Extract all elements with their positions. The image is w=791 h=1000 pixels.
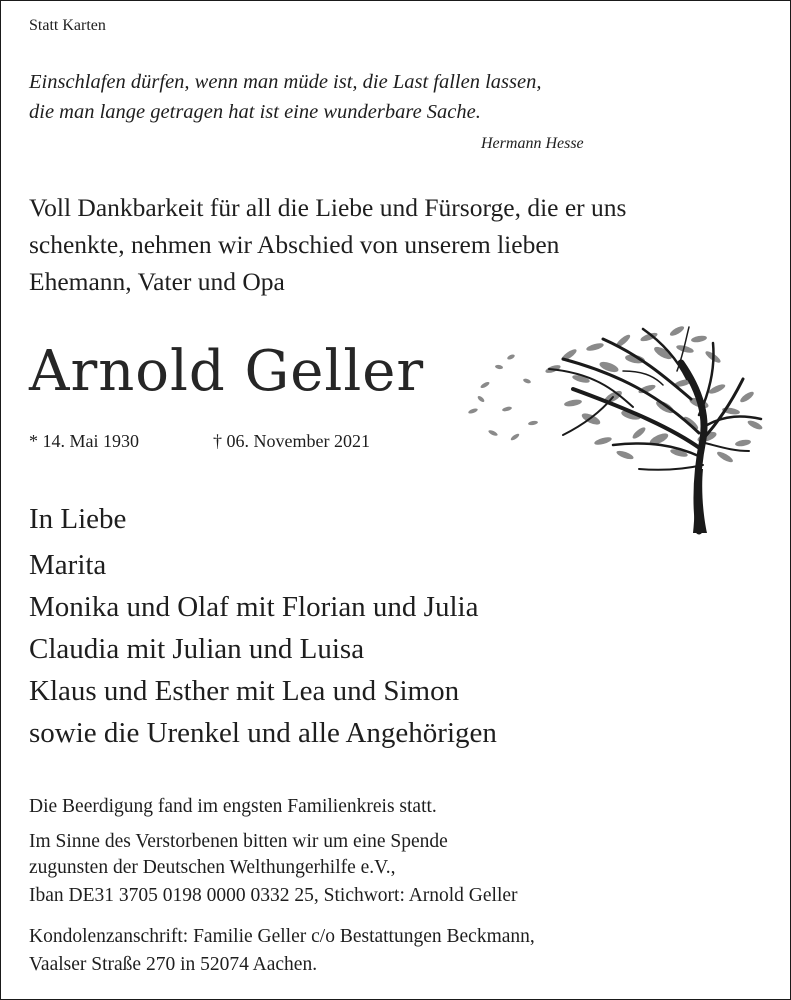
funeral-notice: Die Beerdigung fand im engsten Familienkreis statt.	[29, 796, 437, 817]
mourner-line: sowie die Urenkel und alle Angehörigen	[29, 717, 497, 749]
windswept-tree-icon	[463, 319, 773, 539]
quote-line-1: Einschlafen dürfen, wenn man müde ist, die Last fallen lassen,	[29, 71, 542, 93]
quote-line-2: die man lange getragen hat ist eine wunderbare Sache.	[29, 101, 481, 123]
death-date: † 06. November 2021	[213, 431, 370, 451]
condolence-address-line-2: Vaalser Straße 270 in 52074 Aachen.	[29, 954, 318, 975]
mourners-heading: In Liebe	[29, 503, 127, 535]
intro-line-3: Ehemann, Vater und Opa	[29, 267, 285, 296]
mourner-line: Monika und Olaf mit Florian und Julia	[29, 591, 479, 623]
mourner-line: Claudia mit Julian und Luisa	[29, 633, 365, 665]
donation-iban: Iban DE31 3705 0198 0000 0332 25, Stichwort: Arnold Geller	[29, 885, 518, 906]
deceased-name: Arnold Geller	[29, 339, 425, 404]
tree-branches	[549, 327, 761, 531]
header-note: Statt Karten	[29, 17, 106, 34]
intro-line-1: Voll Dankbarkeit für all die Liebe und Fürsorge, die er uns	[29, 193, 627, 222]
intro-line-2: schenkte, nehmen wir Abschied von unserem lieben	[29, 230, 560, 259]
mourner-line: Klaus und Esther mit Lea und Simon	[29, 675, 460, 707]
donation-recipient: zugunsten der Deutschen Welthungerhilfe e.V.,	[29, 857, 396, 878]
mourner-line: Marita	[29, 549, 107, 581]
birth-date: * 14. Mai 1930	[29, 431, 139, 451]
donation-request: Im Sinne des Verstorbenen bitten wir um eine Spende	[29, 831, 448, 852]
quote-author: Hermann Hesse	[481, 135, 584, 152]
condolence-address-line-1: Kondolenzanschrift: Familie Geller c/o Bestattungen Beckmann,	[29, 926, 535, 947]
